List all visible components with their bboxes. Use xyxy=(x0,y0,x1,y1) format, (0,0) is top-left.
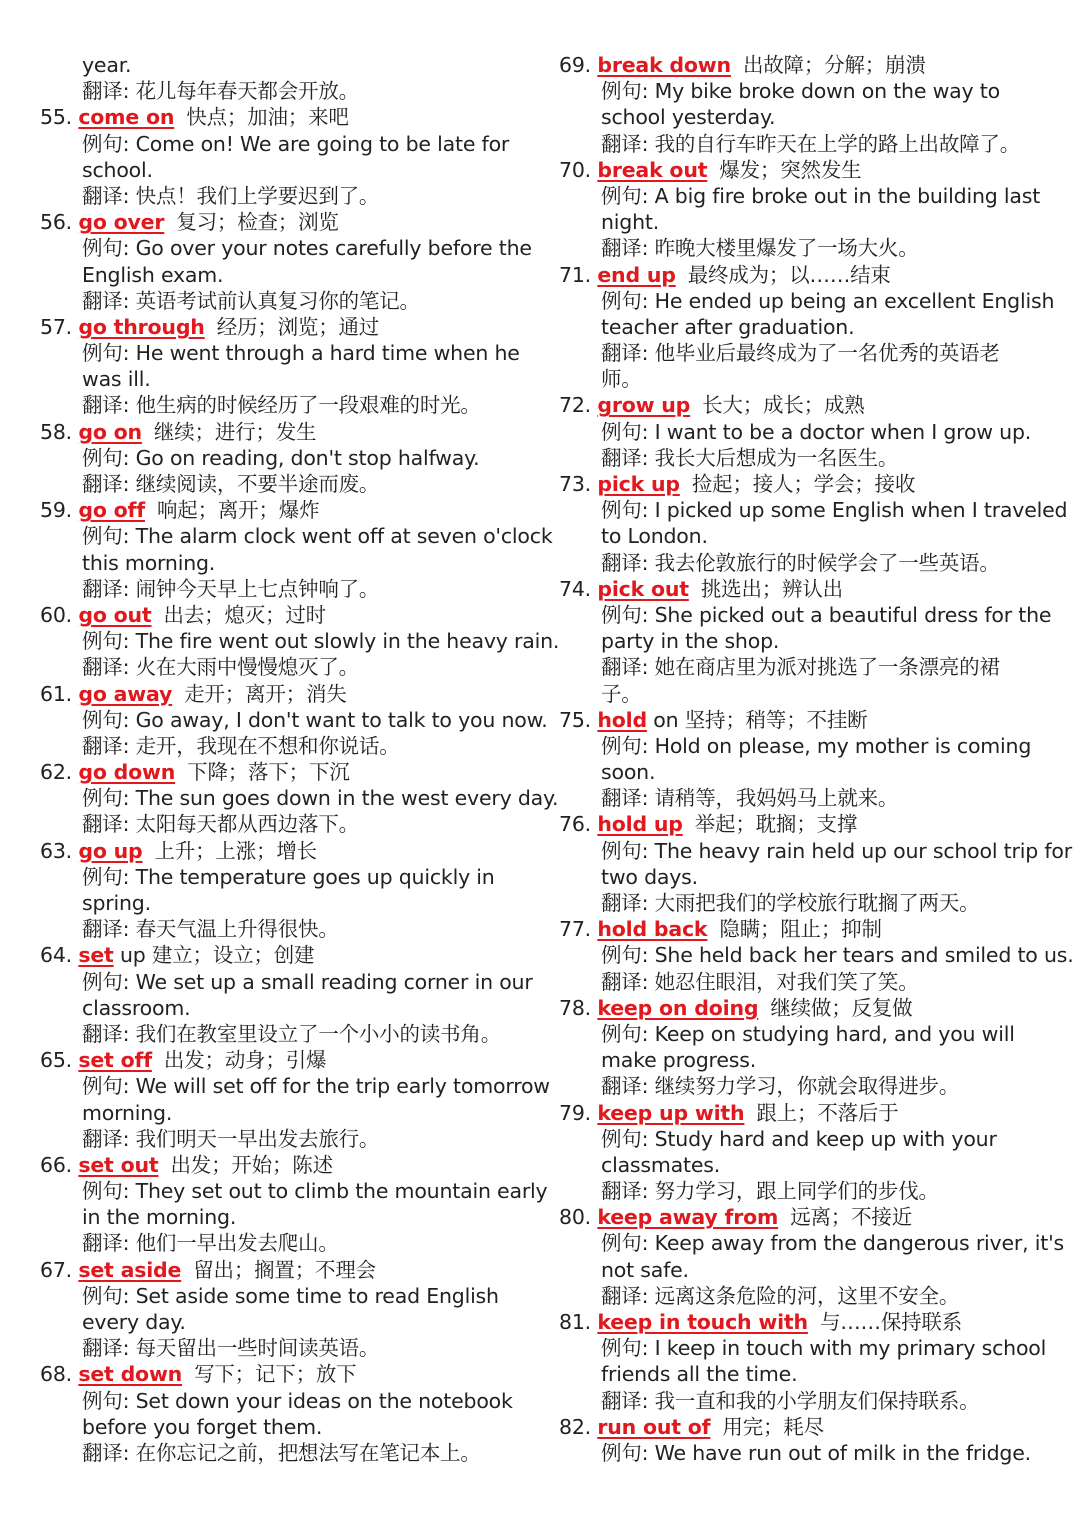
phrase-meaning: 跟上；不落后于 xyxy=(756,1100,899,1125)
phrase-term: pick up xyxy=(597,472,680,496)
entry-number: 55. xyxy=(40,105,73,130)
phrase-meaning: 继续；进行；发生 xyxy=(153,419,317,444)
text-line: soon. xyxy=(601,760,656,785)
translation-line: 翻译: 春天气温上升得很快。 xyxy=(82,917,339,942)
phrase-term: hold back xyxy=(597,917,708,942)
entry-heading xyxy=(559,157,1059,183)
entry-heading xyxy=(559,262,1059,288)
entry-number: 59. xyxy=(40,498,73,523)
example-sentence: 例句: She held back her tears and smiled to us. xyxy=(601,943,1074,968)
translation-line: 翻译: 他们一早出发去爬山。 xyxy=(82,1231,339,1256)
entry-number: 77. xyxy=(559,917,592,942)
translation-line: 翻译: 远离这条危险的河，这里不安全。 xyxy=(601,1283,960,1308)
entry-number: 65. xyxy=(40,1048,73,1073)
entry-number: 57. xyxy=(40,314,73,339)
entry-number: 82. xyxy=(559,1414,592,1439)
phrase-meaning: 挑选出；辨认出 xyxy=(700,576,843,601)
text-line: classmates. xyxy=(601,1152,721,1177)
translation-line: 翻译: 大雨把我们的学校旅行耽搁了两天。 xyxy=(601,891,980,915)
phrase-meaning: 复习；检查；浏览 xyxy=(176,210,339,235)
example-sentence: 例句: Go on reading, don't stop halfway. xyxy=(82,445,480,470)
entry-number: 79. xyxy=(559,1100,592,1125)
phrase-term: go over xyxy=(78,210,165,235)
example-sentence: 例句: Hold on please, my mother is coming xyxy=(601,733,1032,758)
phrase-term: keep up with xyxy=(597,1100,745,1125)
example-sentence: 例句: A big fire broke out in the building last xyxy=(601,183,1041,208)
example-sentence: 例句: I keep in touch with my primary school xyxy=(601,1336,1047,1361)
phrase-meaning: 出发；开始；陈述 xyxy=(170,1152,333,1177)
translation-line: 翻译: 我长大后想成为一名医生。 xyxy=(601,445,899,470)
entry-number: 63. xyxy=(40,838,73,863)
entry-heading xyxy=(559,916,1059,942)
example-sentence: 例句: We have run out of milk in the fridge. xyxy=(601,1440,1031,1465)
text-line: morning. xyxy=(82,1100,173,1125)
example-sentence: 例句: Set down your ideas on the notebook xyxy=(82,1388,513,1413)
entry-heading xyxy=(559,576,1059,602)
entry-number: 74. xyxy=(559,576,592,601)
translation-line: 翻译: 我去伦敦旅行的时候学会了一些英语。 xyxy=(601,550,1000,575)
entry-heading xyxy=(559,1414,1059,1440)
example-sentence: 例句: He ended up being an excellent English xyxy=(601,288,1055,313)
phrase-meaning: 用完；耗尽 xyxy=(722,1414,824,1439)
entry-heading xyxy=(40,838,540,864)
phrase-term: keep in touch with xyxy=(597,1310,808,1334)
entry-heading xyxy=(40,942,540,968)
entry-heading xyxy=(559,1204,1059,1230)
translation-line: 翻译: 每天留出一些时间读英语。 xyxy=(82,1336,380,1361)
translation-line: 翻译: 我一直和我的小学朋友们保持联系。 xyxy=(601,1388,980,1413)
phrase-term: set off xyxy=(78,1048,152,1073)
text-line: to London. xyxy=(601,524,708,549)
phrase-term: pick out xyxy=(597,576,689,601)
translation-line: 翻译: 在你忘记之前，把想法写在笔记本上。 xyxy=(82,1440,481,1465)
entry-heading xyxy=(559,1100,1059,1126)
phrase-term: break out xyxy=(597,157,708,182)
translation-line: 翻译: 努力学习，跟上同学们的步伐。 xyxy=(601,1179,939,1204)
example-sentence: 例句: We set up a small reading corner in our xyxy=(82,969,533,994)
example-sentence: 例句: The fire went out slowly in the heavy rain. xyxy=(82,629,560,654)
entry-heading xyxy=(40,681,540,707)
phrase-meaning: 响起；离开；爆炸 xyxy=(156,498,320,523)
text-line: this morning. xyxy=(82,550,216,575)
text-line: school yesterday. xyxy=(601,105,776,130)
example-sentence: 例句: The temperature goes up quickly in xyxy=(82,864,495,889)
text-line: night. xyxy=(601,210,660,235)
translation-line: 翻译: 她在商店里为派对挑选了一条漂亮的裙 xyxy=(601,655,1000,680)
example-sentence: 例句: The sun goes down in the west every day. xyxy=(82,786,559,811)
translation-line: 翻译: 我的自行车昨天在上学的路上出故障了。 xyxy=(601,131,1021,156)
text-line: was ill. xyxy=(82,367,151,392)
phrase-meaning: 坚持；稍等；不挂断 xyxy=(684,707,868,732)
entry-heading xyxy=(40,104,540,130)
entry-number: 62. xyxy=(40,760,73,785)
example-sentence: 例句: I want to be a doctor when I grow up. xyxy=(601,419,1032,444)
example-sentence: 例句: The alarm clock went off at seven o'clock xyxy=(82,524,553,549)
example-sentence: 例句: Set aside some time to read English xyxy=(82,1283,499,1308)
text-line: make progress. xyxy=(601,1048,757,1073)
phrase-term: hold up xyxy=(597,812,683,837)
translation-line: 翻译: 他生病的时候经历了一段艰难的时光。 xyxy=(82,393,481,418)
entry-number: 69. xyxy=(559,53,592,77)
entry-number: 78. xyxy=(559,995,592,1020)
translation-line: 翻译: 火在大雨中慢慢熄灭了。 xyxy=(82,655,359,680)
phrase-term: come on xyxy=(78,105,175,130)
text-line: year. xyxy=(82,53,132,77)
phrase-term: go out xyxy=(78,602,152,627)
text-line: before you forget them. xyxy=(82,1414,323,1439)
phrase-meaning: 举起；耽搁；支撑 xyxy=(694,812,858,837)
phrase-meaning: 上升；上涨；增长 xyxy=(154,838,317,863)
example-sentence: 例句: Study hard and keep up with your xyxy=(601,1126,997,1151)
text-line: teacher after graduation. xyxy=(601,314,855,339)
phrase-meaning: 出发；动身；引爆 xyxy=(163,1048,327,1073)
text-line: classroom. xyxy=(82,995,191,1020)
entry-heading xyxy=(40,602,540,628)
phrase-meaning: 捡起；接人；学会；接收 xyxy=(691,472,916,496)
translation-line: 翻译: 闹钟今天早上七点钟响了。 xyxy=(82,576,380,601)
entry-number: 70. xyxy=(559,157,592,182)
phrase-meaning: 快点；加油；来吧 xyxy=(186,105,349,130)
entry-heading xyxy=(559,471,1059,497)
entry-heading xyxy=(559,1309,1059,1335)
entry-number: 75. xyxy=(559,707,592,732)
entry-heading xyxy=(559,995,1059,1021)
phrase-meaning: 写下；记下；放下 xyxy=(194,1362,357,1387)
text-line: English exam. xyxy=(82,262,224,287)
translation-line: 翻译: 英语考试前认真复习你的笔记。 xyxy=(82,288,420,313)
translation-line: 翻译: 继续努力学习，你就会取得进步。 xyxy=(601,1074,960,1099)
text-line: in the morning. xyxy=(82,1205,237,1230)
phrase-term: go through xyxy=(78,314,205,339)
translation-line: 翻译: 我们明天一早出发去旅行。 xyxy=(82,1126,380,1151)
phrase-meaning: 爆发；突然发生 xyxy=(719,157,862,182)
example-sentence: 例句: Go away, I don't want to talk to you now. xyxy=(82,707,548,732)
example-sentence: 例句: She picked out a beautiful dress for the xyxy=(601,602,1052,627)
entry-heading xyxy=(559,707,1059,733)
text-line: 子。 xyxy=(601,681,642,706)
translation-line: 翻译: 花儿每年春天都会开放。 xyxy=(82,79,359,104)
entry-number: 76. xyxy=(559,812,592,837)
entry-number: 60. xyxy=(40,602,73,627)
example-sentence: 例句: He went through a hard time when he xyxy=(82,341,520,366)
example-sentence: 例句: Keep away from the dangerous river, it's xyxy=(601,1231,1065,1256)
entry-number: 66. xyxy=(40,1152,73,1177)
entry-heading xyxy=(40,1361,540,1387)
translation-line: 翻译: 他毕业后最终成为了一名优秀的英语老 xyxy=(601,341,1000,366)
entry-heading xyxy=(559,811,1059,837)
phrase-meaning: 走开；离开；消失 xyxy=(184,681,347,706)
translation-line: 翻译: 我们在教室里设立了一个小小的读书角。 xyxy=(82,1021,502,1046)
translation-line: 翻译: 太阳每天都从西边落下。 xyxy=(82,812,359,837)
phrase-meaning: 留出；搁置；不理会 xyxy=(193,1257,376,1282)
entry-number: 68. xyxy=(40,1362,73,1387)
text-line: spring. xyxy=(82,891,151,915)
phrase-term: go away xyxy=(78,681,173,706)
example-sentence: 例句: My bike broke down on the way to xyxy=(601,79,1000,104)
phrase-meaning: 建立；设立；创建 xyxy=(151,943,315,968)
translation-line: 翻译: 昨晚大楼里爆发了一场大火。 xyxy=(601,236,919,261)
entry-number: 72. xyxy=(559,393,592,418)
example-sentence: 例句: The heavy rain held up our school trip for xyxy=(601,838,1072,863)
translation-line: 翻译: 请稍等，我妈妈马上就来。 xyxy=(601,786,899,811)
text-line: friends all the time. xyxy=(601,1362,798,1387)
phrase-term: grow up xyxy=(597,393,691,418)
phrase-term: keep away from xyxy=(597,1205,779,1230)
phrase-term: go down xyxy=(78,760,176,785)
entry-number: 71. xyxy=(559,262,592,287)
phrase-term: go off xyxy=(78,498,145,523)
text-line: two days. xyxy=(601,864,698,889)
phrase-meaning: 最终成为；以……结束 xyxy=(687,262,891,287)
phrase-meaning: 继续做；反复做 xyxy=(770,995,913,1020)
example-sentence: 例句: Come on! We are going to be late for xyxy=(82,131,510,156)
translation-line: 翻译: 走开，我现在不想和你说话。 xyxy=(82,733,400,758)
entry-heading xyxy=(40,759,540,785)
entry-heading xyxy=(40,497,540,523)
entry-heading xyxy=(559,392,1059,418)
translation-line: 翻译: 继续阅读，不要半途而废。 xyxy=(82,472,380,496)
text-line: 师。 xyxy=(601,367,642,392)
translation-line: 翻译: 快点！我们上学要迟到了。 xyxy=(82,183,380,208)
entry-number: 67. xyxy=(40,1257,73,1282)
phrase-meaning: 与……保持联系 xyxy=(819,1310,963,1334)
example-sentence: 例句: They set out to climb the mountain early xyxy=(82,1179,548,1204)
phrase-meaning: 下降；落下；下沉 xyxy=(187,760,350,785)
phrase-term: break down xyxy=(597,53,731,77)
entry-heading xyxy=(40,1257,540,1283)
entry-number: 58. xyxy=(40,419,73,444)
phrase-meaning: 隐瞒；阻止；抑制 xyxy=(719,917,882,942)
phrase-term: hold xyxy=(597,707,647,732)
right-column xyxy=(559,52,1074,1466)
phrase-term: set out xyxy=(78,1152,159,1177)
entry-heading xyxy=(40,419,540,445)
phrase-term: end up xyxy=(597,262,676,287)
entry-heading xyxy=(40,1047,540,1073)
phrase-meaning: 出故障；分解；崩溃 xyxy=(742,53,926,77)
entry-heading xyxy=(40,1152,540,1178)
text-line: not safe. xyxy=(601,1257,689,1282)
entry-number: 81. xyxy=(559,1310,592,1334)
example-sentence: 例句: I picked up some English when I traveled xyxy=(601,498,1068,523)
phrase-term: set xyxy=(78,943,114,968)
text-line: every day. xyxy=(82,1310,186,1334)
phrase-term: go on xyxy=(78,419,142,444)
phrase-term: run out of xyxy=(597,1414,711,1439)
phrase-meaning: 出去；熄灭；过时 xyxy=(163,602,326,627)
phrase-meaning: 长大；成长；成熟 xyxy=(702,393,865,418)
entry-number: 73. xyxy=(559,472,592,496)
text-line: party in the shop. xyxy=(601,629,780,654)
entry-number: 56. xyxy=(40,210,73,235)
example-sentence: 例句: We will set off for the trip early tomorrow xyxy=(82,1074,550,1099)
entry-heading xyxy=(40,209,540,235)
entry-heading xyxy=(559,52,1059,78)
entry-heading xyxy=(40,314,540,340)
phrase-meaning: 经历；浏览；通过 xyxy=(216,314,380,339)
example-sentence: 例句: Keep on studying hard, and you will xyxy=(601,1021,1015,1046)
entry-number: 61. xyxy=(40,681,73,706)
phrase-term: keep on doing xyxy=(597,995,759,1020)
phrase-term: set down xyxy=(78,1362,183,1387)
entry-number: 80. xyxy=(559,1205,592,1230)
phrase-term: set aside xyxy=(78,1257,182,1282)
phrase-suffix: on xyxy=(653,707,679,732)
text-line: school. xyxy=(82,157,153,182)
phrase-meaning: 远离；不接近 xyxy=(790,1205,913,1230)
left-column xyxy=(40,52,560,1466)
translation-line: 翻译: 她忍住眼泪，对我们笑了笑。 xyxy=(601,969,919,994)
entry-number: 64. xyxy=(40,943,73,968)
phrase-suffix: up xyxy=(119,943,146,968)
phrase-term: go up xyxy=(78,838,143,863)
example-sentence: 例句: Go over your notes carefully before the xyxy=(82,236,532,261)
